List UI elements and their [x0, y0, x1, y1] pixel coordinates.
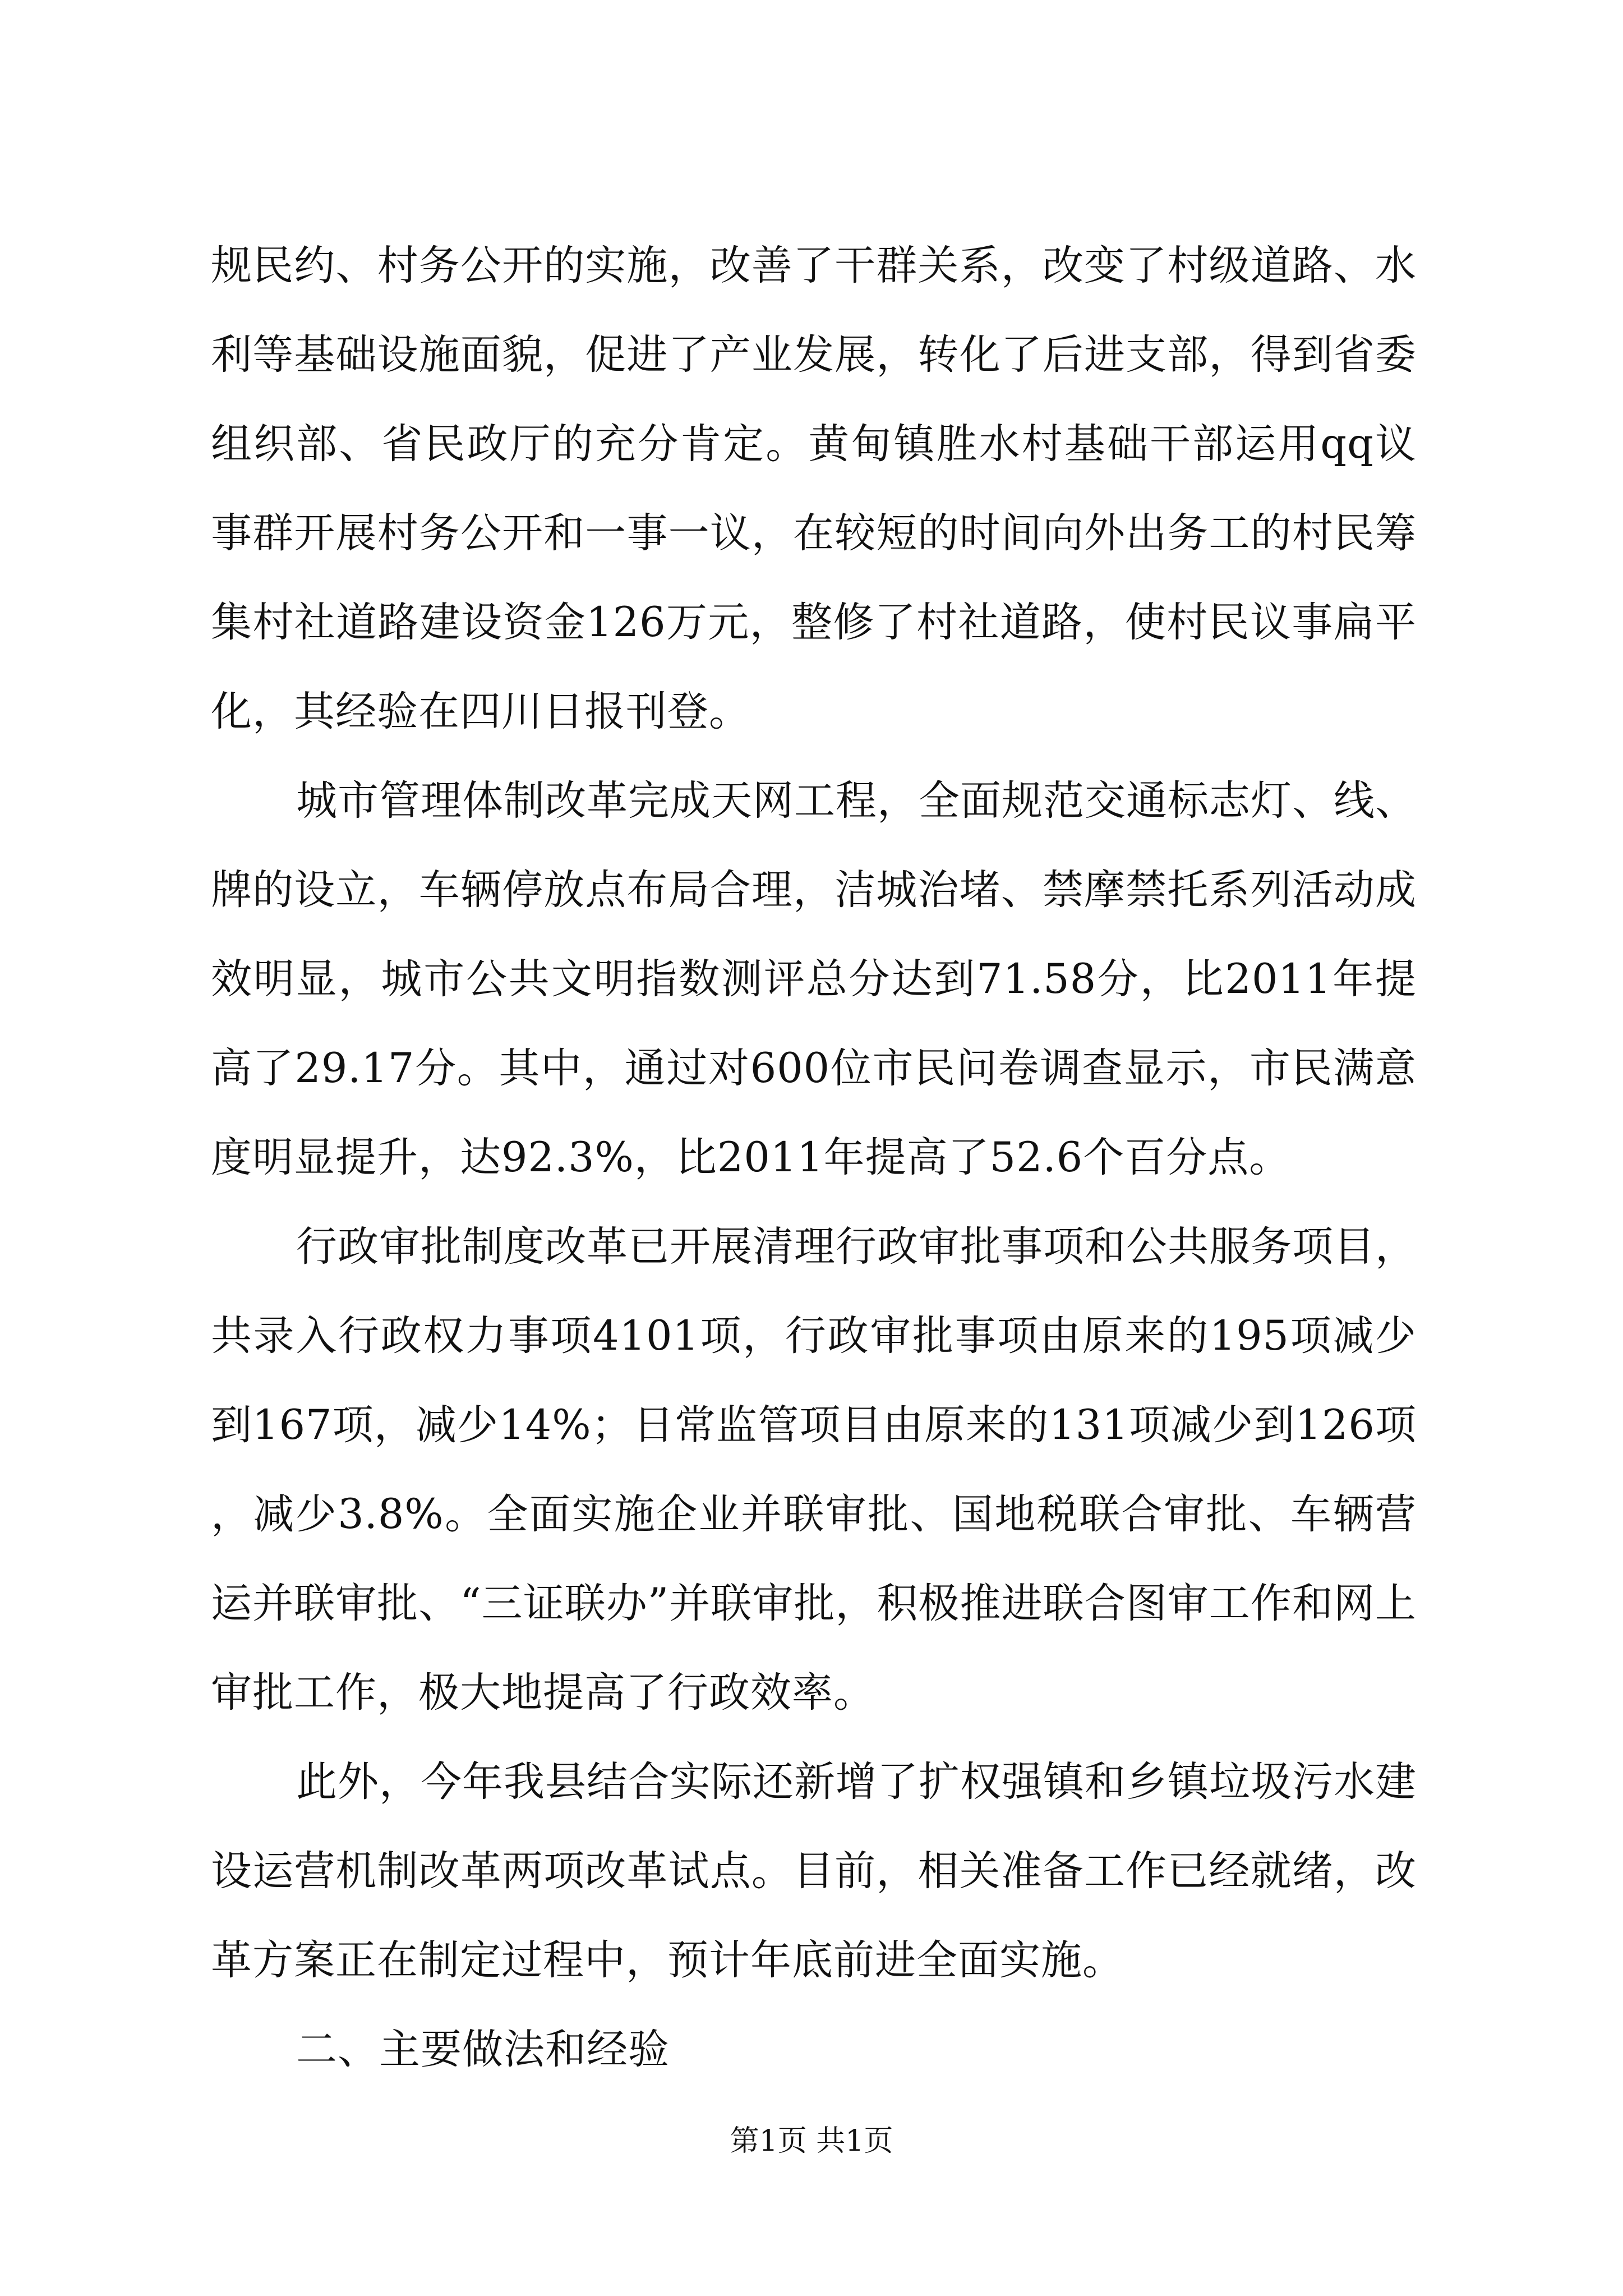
page-footer: 第1页 共1页 — [730, 2124, 893, 2158]
document-body — [211, 221, 1417, 2094]
paragraph-administrative-approval-reform: 行政审批制度改革已开展清理行政审批事项和公共服务项目，共录入行政权力事项4101项，行政审批事项由原来的195项减少到167项，减少14%；日常监管项目由原来的131项减少到126项，减少3.8%。全面实施企业并联审批、国地税联合审批、车辆营运并联审批、“三证联办”并联审批，积极推进联合图审工作和网上审批工作，极大地提高了行政效率。 — [211, 1223, 1417, 1717]
paragraph-new-reform-pilots: 此外，今年我县结合实际还新增了扩权强镇和乡镇垃圾污水建设运营机制改革两项改革试点。目前，相关准备工作已经就绪，改革方案正在制定过程中，预计年底前进全面实施。 — [211, 1758, 1417, 1984]
paragraph-village-affairs: 规民约、村务公开的实施，改善了干群关系，改变了村级道路、水利等基础设施面貌，促进了产业发展，转化了后进支部，得到省委组织部、省民政厅的充分肯定。黄甸镇胜水村基础干部运用qq议事群开展村务公开和一事一议，在较短的时间向外出务工的村民筹集村社道路建设资金126万元，整修了村社道路，使村民议事扁平化，其经验在四川日报刊登。 — [211, 242, 1417, 735]
paragraph-urban-management-reform: 城市管理体制改革完成天网工程，全面规范交通标志灯、线、牌的设立，车辆停放点布局合理，洁城治堵、禁摩禁托系列活动成效明显，城市公共文明指数测评总分达到71.58分，比2011年提高了29.17分。其中，通过对600位市民问卷调查显示，市民满意度明显提升，达92.3%，比2011年提高了52.6个百分点。 — [211, 777, 1417, 1181]
section-heading: 二、主要做法和经验 — [296, 2026, 670, 2073]
